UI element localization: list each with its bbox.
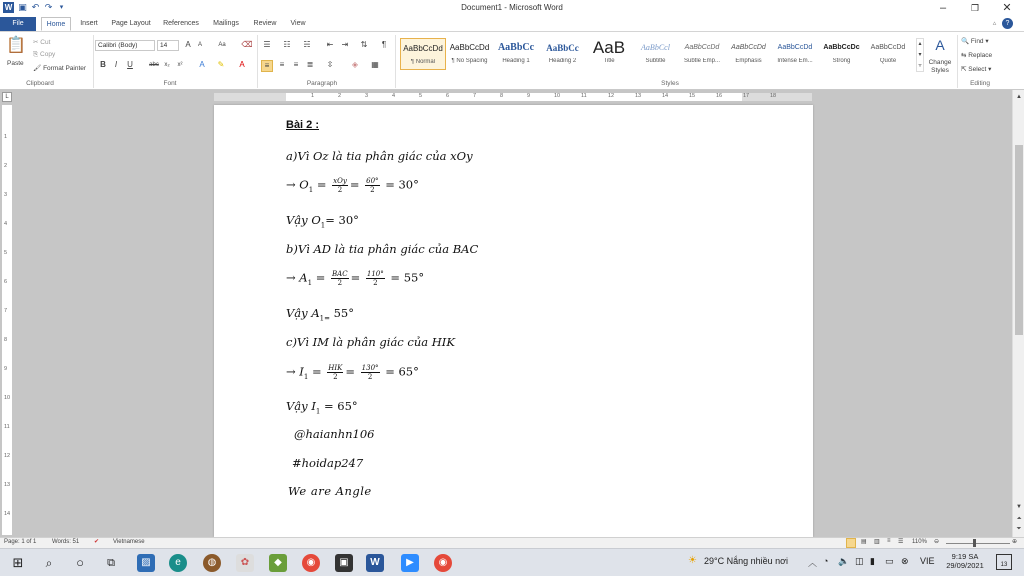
styles-group-label: Styles	[661, 80, 679, 87]
part-c-equation: → $I_1$ = $\frac{\text{HIK}}{2}$ = $\frac{130^\circ}{2}$ = 65°	[286, 364, 419, 381]
outline-view-icon[interactable]: ≡	[887, 538, 891, 544]
ruler-tick: 13	[635, 93, 642, 99]
vertical-scrollbar[interactable]	[1012, 90, 1024, 537]
horizontal-ruler[interactable]	[214, 93, 812, 101]
ruler-tick: 17	[743, 93, 750, 99]
ruler-tick: 5	[419, 93, 423, 99]
search-icon[interactable]: ⌕	[45, 556, 53, 570]
find-button[interactable]: 🔍 Find ▾	[961, 38, 989, 45]
document-page[interactable]	[214, 105, 813, 537]
vertical-ruler[interactable]	[2, 105, 12, 535]
part-a-conclusion: Vậy $O_1= 30^\circ$	[286, 213, 359, 230]
style-preview: AaBbCcDd	[403, 44, 443, 53]
style-name: Title	[603, 58, 615, 64]
scroll-down-icon[interactable]: ▼	[1016, 504, 1022, 510]
ruler-tick: 6	[4, 279, 8, 285]
ruler-tick: 16	[716, 93, 723, 99]
ruler-left-margin	[214, 93, 286, 101]
ruler-tick: 15	[689, 93, 696, 99]
taskbar	[0, 548, 1024, 576]
clear-format-icon[interactable]: ⌫	[241, 40, 253, 49]
sort-icon[interactable]: ⇅	[360, 40, 368, 49]
ruler-tick: 12	[608, 93, 615, 99]
ruler-tick: 7	[4, 308, 8, 314]
display-icon[interactable]: ▭	[885, 556, 894, 566]
style-preview: AaBbCcDd	[684, 44, 720, 51]
line-spacing-icon[interactable]: ⇳	[326, 60, 334, 69]
ruler-tick: 10	[4, 395, 11, 401]
style-name: Intense Em...	[777, 58, 813, 64]
part-b-equation: → $A_1$ = $\frac{\text{BAC}}{2}$ = $\frac{110^\circ}{2}$ = 55°	[286, 270, 425, 287]
tab-file[interactable]: File	[0, 17, 36, 31]
input-method-icon[interactable]: ⊗	[901, 556, 909, 566]
status-bar	[0, 537, 1024, 548]
fraction: $\frac{\text{BAC}}{2}$	[332, 270, 348, 287]
weather-text[interactable]: 29°C Nắng nhiều nơi	[704, 556, 789, 566]
restore-button[interactable]: ❐	[970, 3, 980, 13]
zoom-slider-thumb[interactable]	[973, 539, 976, 547]
tab-selector-icon[interactable]: L	[2, 92, 12, 102]
style-preview: AaBbCcDd	[449, 43, 490, 52]
copy-button[interactable]: ⎘ Copy	[33, 51, 56, 58]
increase-indent-icon[interactable]: ⇥	[341, 40, 349, 49]
fraction: $\frac{\text{HIK}}{2}$	[328, 364, 343, 381]
next-page-icon[interactable]: ⏷	[1016, 526, 1022, 532]
ruler-tick: 3	[4, 192, 8, 198]
exercise-heading: Bài 2 :	[286, 119, 320, 131]
window-title: Document1 - Microsoft Word	[461, 3, 563, 12]
style-preview: AaBbCcDc	[823, 44, 860, 51]
change-case-icon[interactable]: Aa	[218, 42, 226, 48]
tab-review[interactable]: Review	[253, 20, 277, 27]
align-right-icon[interactable]: ≡	[293, 60, 299, 69]
italic-icon[interactable]: I	[114, 60, 118, 69]
ruler-tick: 6	[446, 93, 450, 99]
subscript-icon[interactable]: x₂	[164, 62, 170, 68]
ruler-tick: 10	[554, 93, 561, 99]
ruler-tick: 8	[4, 337, 8, 343]
customize-qat-icon[interactable]: ▾	[59, 4, 64, 11]
style-item[interactable]	[540, 38, 586, 70]
zoom-out-icon[interactable]: ⊖	[934, 539, 940, 545]
web-layout-view-icon[interactable]: ▥	[874, 539, 880, 545]
close-button[interactable]: ✕	[1002, 2, 1012, 14]
multilevel-list-icon[interactable]: ☵	[303, 40, 311, 49]
editing-group-label: Editing	[970, 80, 990, 87]
tab-references[interactable]: References	[163, 20, 199, 27]
part-b-intro: b)Vì AD là tia phân giác của BAC	[286, 242, 479, 256]
style-name: Subtitle	[645, 58, 666, 64]
ruler-tick: 14	[4, 511, 11, 517]
ruler-tick: 1	[4, 134, 8, 140]
style-preview: AaBbCcl	[641, 43, 670, 52]
tab-page-layout[interactable]: Page Layout	[111, 20, 151, 27]
scrollbar-thumb[interactable]	[1015, 145, 1023, 335]
ribbon-tabs	[0, 16, 1024, 31]
ruler-tick: 9	[527, 93, 531, 99]
photos-app-icon[interactable]: ▨	[137, 554, 155, 572]
word-taskbar-icon[interactable]: W	[366, 554, 384, 572]
text-effects-icon[interactable]: A	[199, 60, 205, 69]
undo-icon[interactable]: ↶	[31, 2, 40, 12]
style-name: Quote	[879, 58, 897, 64]
app-icon[interactable]: ✿	[236, 554, 254, 572]
print-layout-view-icon[interactable]	[846, 538, 856, 548]
style-name: ¶ Normal	[410, 59, 436, 65]
battery-icon[interactable]: ▮	[870, 556, 875, 566]
style-name: Strong	[832, 58, 851, 64]
fraction: $\frac{60^\circ}{2}$	[366, 177, 379, 194]
font-group-label: Font	[163, 80, 177, 87]
zoom-level[interactable]: 110%	[912, 539, 927, 545]
style-name: Subtle Emp...	[683, 58, 721, 64]
clock-date: 29/09/2021	[946, 561, 984, 570]
cortana-icon[interactable]: ○	[76, 555, 84, 570]
fraction: $\frac{\text{xOy}}{2}$	[333, 177, 347, 194]
style-name: Heading 2	[548, 58, 577, 64]
style-item[interactable]	[772, 38, 818, 70]
paste-button[interactable]: Paste	[7, 60, 24, 67]
fraction: $\frac{130^\circ}{2}$	[361, 364, 379, 381]
ruler-tick: 5	[4, 250, 8, 256]
chrome-icon[interactable]: ◉	[434, 554, 452, 572]
word-count[interactable]: Words: 51	[52, 539, 80, 545]
change-styles-icon[interactable]: A	[935, 37, 945, 53]
language-indicator[interactable]: Vietnamese	[113, 539, 145, 545]
tab-view[interactable]: View	[290, 20, 306, 27]
ruler-tick: 3	[365, 93, 369, 99]
ruler-tick: 11	[4, 424, 10, 430]
ruler-tick: 7	[473, 93, 477, 99]
part-c-conclusion: Vậy $I_1 = 65^\circ$	[286, 399, 358, 416]
strikethrough-icon[interactable]: abc	[149, 62, 159, 68]
app-icon[interactable]: ◍	[203, 554, 221, 572]
weather-icon[interactable]: ☀	[688, 555, 697, 566]
group-divider	[395, 35, 396, 88]
clock-time: 9:19 SA	[951, 552, 979, 561]
style-preview: AaBbCc	[546, 43, 579, 53]
style-item[interactable]	[586, 38, 632, 70]
minimize-button[interactable]: –	[939, 2, 947, 14]
redo-icon[interactable]: ↷	[44, 2, 53, 12]
numbering-icon[interactable]: ☷	[283, 40, 291, 49]
style-item[interactable]	[726, 38, 772, 70]
format-painter-button[interactable]: 🖌 Format Painter	[33, 65, 87, 72]
zoom-slider[interactable]	[946, 543, 1010, 544]
ruler-tick: 4	[392, 93, 396, 99]
shading-icon[interactable]: ◈	[351, 60, 359, 69]
zoom-in-icon[interactable]: ⊕	[1012, 539, 1018, 545]
styles-scroll-icon[interactable]: ▴ ▾ ▿	[916, 38, 924, 72]
clock[interactable]	[944, 552, 986, 570]
app-tray-icon[interactable]: ◫	[855, 556, 864, 566]
ribbon	[0, 31, 1024, 90]
bullets-icon[interactable]: ☰	[263, 40, 271, 49]
style-preview: AaBbCc	[497, 42, 535, 53]
ruler-tick: 2	[338, 93, 342, 99]
ruler-tick: 4	[4, 221, 8, 227]
style-preview: AaBbCcDd	[870, 44, 906, 51]
save-icon[interactable]: ▣	[18, 2, 27, 12]
ruler-right-margin	[742, 93, 812, 101]
style-name: ¶ No Spacing	[451, 58, 488, 64]
task-view-icon[interactable]: ⧉	[107, 557, 115, 569]
style-item[interactable]	[493, 38, 539, 70]
part-b-conclusion: Vậy $A_{1=}$ 55°	[286, 306, 354, 323]
tab-mailings[interactable]: Mailings	[213, 20, 239, 27]
group-divider	[257, 35, 258, 88]
paste-icon[interactable]: 📋	[6, 37, 26, 54]
ruler-tick: 13	[4, 482, 11, 488]
replace-button[interactable]: ⇆ Replace	[961, 52, 993, 59]
font-color-icon[interactable]: A	[239, 60, 245, 69]
style-item[interactable]	[679, 38, 725, 70]
ruler-tick: 12	[4, 453, 11, 459]
signature-username: @haianhn106	[294, 427, 375, 441]
decrease-indent-icon[interactable]: ⇤	[326, 40, 334, 49]
clipboard-group-label: Clipboard	[26, 80, 54, 87]
ruler-tick: 2	[4, 163, 8, 169]
part-c-intro: c)Vì IM là phân giác của HIK	[286, 335, 455, 349]
zoom-app-icon[interactable]: ▶	[401, 554, 419, 572]
style-name: Emphasis	[735, 58, 762, 64]
font-size-combo[interactable]: 14	[157, 40, 179, 51]
underline-icon[interactable]: U	[127, 60, 133, 69]
font-name-combo[interactable]: Calibri (Body)	[95, 40, 155, 51]
fraction: $\frac{110^\circ}{2}$	[366, 270, 384, 287]
collapse-ribbon-icon[interactable]: ▵	[992, 20, 997, 27]
notifications-button[interactable]: 13	[996, 554, 1012, 570]
grow-font-icon[interactable]: A	[185, 40, 191, 49]
start-windows-icon[interactable]: ⊞	[12, 555, 24, 570]
align-left-icon[interactable]: ≡	[261, 60, 273, 72]
language-indicator[interactable]: VIE	[920, 556, 935, 566]
chrome-icon[interactable]: ◉	[302, 554, 320, 572]
ruler-tick: 8	[500, 93, 504, 99]
word-icon: W	[4, 3, 13, 12]
style-item[interactable]	[447, 38, 493, 70]
paragraph-group-label: Paragraph	[306, 80, 338, 87]
style-preview: AaBbCcDd	[777, 44, 813, 51]
signature-motto: We are Angle	[288, 484, 372, 498]
part-a-intro: a)Vì Oz là tia phân giác của xOy	[286, 149, 473, 163]
ruler-tick: 11	[581, 93, 587, 99]
scroll-up-icon[interactable]: ▲	[1016, 94, 1022, 100]
style-name: Heading 1	[502, 58, 530, 64]
app-icon[interactable]: ◆	[269, 554, 287, 572]
draft-view-icon[interactable]: ☰	[898, 539, 904, 545]
help-icon[interactable]: ?	[1002, 18, 1013, 29]
bold-icon[interactable]: B	[100, 60, 106, 69]
change-styles-button[interactable]: Change Styles	[928, 59, 952, 74]
ruler-tick: 18	[770, 93, 777, 99]
style-item[interactable]	[400, 38, 446, 70]
page-count[interactable]: Page: 1 of 1	[4, 539, 37, 545]
cut-button[interactable]: ✂ Cut	[33, 39, 51, 46]
prev-page-icon[interactable]: ⏶	[1016, 516, 1022, 522]
ruler-tick: 14	[662, 93, 669, 99]
show-marks-icon[interactable]: ¶	[381, 40, 387, 49]
volume-icon[interactable]: 🔈	[838, 556, 850, 566]
network-icon[interactable]: ◔	[823, 556, 829, 566]
justify-icon[interactable]: ≣	[306, 60, 314, 69]
part-a-equation: → $O_1$ = $\frac{\text{xOy}}{2}$ = $\frac{60^\circ}{2}$ = 30°	[286, 177, 419, 194]
highlight-icon[interactable]: ✎	[217, 60, 225, 69]
title-bar	[0, 0, 1024, 16]
borders-icon[interactable]: ▦	[371, 60, 379, 69]
style-item[interactable]	[633, 38, 679, 70]
tab-home[interactable]: Home	[41, 17, 71, 31]
signature-hashtag: #hoidap247	[292, 456, 364, 470]
tab-insert[interactable]: Insert	[80, 20, 98, 27]
group-divider	[957, 35, 958, 88]
select-button[interactable]: ⇱ Select ▾	[961, 66, 992, 73]
style-preview: AaBbCcDd	[731, 44, 766, 51]
edge-browser-icon[interactable]: e	[169, 554, 187, 572]
show-hidden-icons-icon[interactable]: ︿	[808, 558, 818, 568]
shrink-font-icon[interactable]: A	[197, 42, 202, 48]
app-icon[interactable]: ▣	[335, 554, 353, 572]
proofing-icon[interactable]: ✔	[94, 539, 100, 545]
style-preview: AaB	[592, 38, 626, 57]
style-item[interactable]	[819, 38, 865, 70]
align-center-icon[interactable]: ≡	[279, 60, 285, 69]
group-divider	[93, 35, 94, 88]
full-screen-view-icon[interactable]: ▤	[861, 539, 867, 545]
superscript-icon[interactable]: x²	[177, 62, 183, 68]
ruler-tick: 9	[4, 366, 8, 372]
style-item[interactable]	[865, 38, 911, 70]
ruler-tick: 1	[311, 93, 315, 99]
